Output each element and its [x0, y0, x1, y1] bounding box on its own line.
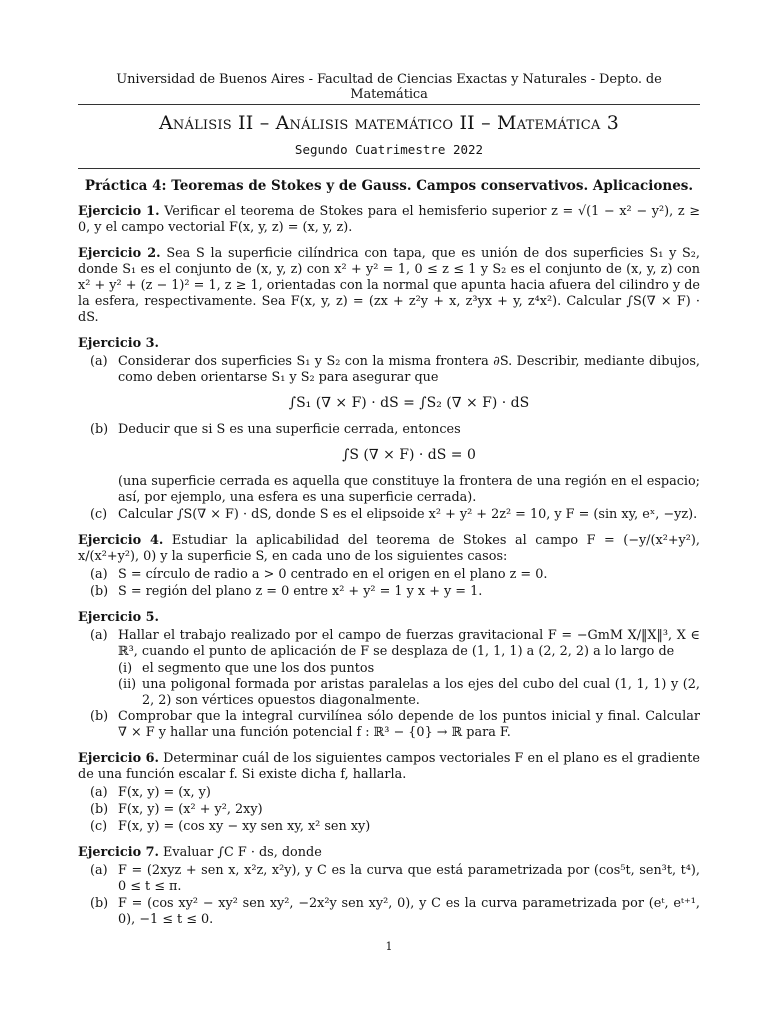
list-item [78, 507, 700, 523]
exercise-title: Ejercicio 7. [78, 845, 159, 860]
exercise-1 [78, 204, 700, 236]
item-label: (b) [90, 896, 109, 911]
sub-item [78, 661, 700, 677]
exercise-title: Ejercicio 4. [78, 533, 164, 548]
list-item [78, 896, 700, 928]
subitem-text: una poligonal formada por aristas paralelas a los ejes del cubo del cual (1, 1, 1) y (2, 2, 2) son vértices opuestos diagonalmente. [142, 677, 700, 708]
exercise-text: Estudiar la aplicabilidad del teorema de Stokes al campo F = (−y/(x²+y²), x/(x²+y²), 0) y la superficie S, en cada uno de los siguientes casos: [78, 533, 700, 564]
subitem-text: el segmento que une los dos puntos [142, 661, 375, 676]
exercise-title: Ejercicio 1. [78, 204, 160, 219]
item-label: (b) [90, 802, 109, 817]
list-item [78, 354, 700, 416]
list-item [78, 802, 700, 818]
item-label: (a) [90, 785, 108, 800]
list-item [78, 863, 700, 895]
item-text: F(x, y) = (x² + y², 2xy) [118, 802, 263, 817]
item-text: F = (cos xy² − xy² sen xy², −2x²y sen xy², 0), y C es la curva parametrizada por (eᵗ, eᵗ⁺¹, 0), −1 ≤ t ≤ 0. [118, 896, 700, 927]
item-label: (c) [90, 819, 108, 834]
subitem-label: (i) [118, 661, 133, 676]
list-item [78, 819, 700, 835]
item-label: (b) [90, 422, 109, 437]
exercise-list [78, 204, 700, 938]
page-number: 1 [385, 940, 393, 953]
list-item [78, 422, 700, 506]
exercise-text: Sea S la superficie cilíndrica con tapa, que es unión de dos superficies S₁ y S₂, donde S₁ es el conjunto de (x, y, z) con x² + y² = 1, 0 ≤ z ≤ 1 y S₂ es el conjunto de (x, y, z) con x² + y² + (z − 1)² = 1, z ≥ 1, orientadas con la normal que apunta hacia afuera del cilindro y de la esfera, respectivamente. Sea F(x, y, z) = (zx + z²y + x, z³yx + y, z⁴x²). Calcular ∫S(∇ × F) · dS. [78, 246, 700, 325]
item-text: F(x, y) = (x, y) [118, 785, 211, 800]
item-label: (b) [90, 584, 109, 599]
sub-item [78, 677, 700, 709]
exercise-title: Ejercicio 2. [78, 246, 161, 261]
exercise-title: Ejercicio 6. [78, 751, 159, 766]
subitem-label: (ii) [118, 677, 137, 692]
item-text: Calcular ∫S(∇ × F) · dS, donde S es el elipsoide x² + y² + 2z² = 10, y F = (sin xy, eˣ, −yz). [118, 507, 698, 522]
exercise-3 [78, 336, 700, 523]
exercise-text: Evaluar ∫C F · ds, donde [163, 845, 322, 860]
exercise-title: Ejercicio 5. [78, 610, 159, 625]
practice-title: Práctica 4: Teoremas de Stokes y de Gauss. Campos conservativos. Aplicaciones. [84, 178, 694, 194]
list-item [78, 567, 700, 583]
exercise-7 [78, 845, 700, 928]
list-item [78, 584, 700, 600]
exercise-4 [78, 533, 700, 600]
item-label: (a) [90, 863, 108, 878]
item-text: S = círculo de radio a > 0 centrado en el origen en el plano z = 0. [118, 567, 548, 582]
item-label: (a) [90, 354, 108, 369]
item-label: (b) [90, 709, 109, 724]
equation: ∫S₁ (∇ × F) · dS = ∫S₂ (∇ × F) · dS [288, 395, 530, 411]
item-note: (una superficie cerrada es aquella que constituye la frontera de una región en el espacio; así, por ejemplo, una esfera es una superficie cerrada). [118, 474, 700, 505]
exercise-title: Ejercicio 3. [78, 336, 159, 351]
exercise-6 [78, 751, 700, 835]
list-item [78, 785, 700, 801]
list-item [78, 709, 700, 741]
item-text: Comprobar que la integral curvilínea sólo depende de los puntos inicial y final. Calcular ∇ × F y hallar una función potencial f : ℝ³ − {0} → ℝ para F. [118, 709, 700, 740]
item-text: S = región del plano z = 0 entre x² + y² = 1 y x + y = 1. [118, 584, 483, 599]
exercise-2 [78, 246, 700, 326]
item-label: (a) [90, 628, 108, 643]
list-item [78, 628, 700, 660]
semester-subtitle: Segundo Cuatrimestre 2022 [294, 142, 484, 157]
top-rule [78, 104, 700, 105]
item-text: Hallar el trabajo realizado por el campo de fuerzas gravitacional F = −GmM X/‖X‖³, X ∈ ℝ³, cuando el punto de aplicación de F se desplaza de (1, 1, 1) a (2, 2, 2) a lo largo de [118, 628, 700, 659]
item-text: Considerar dos superficies S₁ y S₂ con la misma frontera ∂S. Describir, mediante dibujos, como deben orientarse S₁ y S₂ para asegurar que [118, 354, 700, 385]
item-text: F = (2xyz + sen x, x²z, x²y), y C es la curva que está parametrizada por (cos⁵t, sen³t, t⁴), 0 ≤ t ≤ π. [118, 863, 700, 894]
item-label: (c) [90, 507, 108, 522]
institution-header: Universidad de Buenos Aires - Facultad de Ciencias Exactas y Naturales - Depto. de Matemática [116, 72, 662, 102]
exercise-text: Determinar cuál de los siguientes campos vectoriales F en el plano es el gradiente de una función escalar f. Si existe dicha f, hallarla. [78, 751, 700, 782]
item-text: Deducir que si S es una superficie cerrada, entonces [118, 422, 461, 437]
bottom-rule [78, 168, 700, 169]
course-title: Análisis II – Análisis matemático II – Matemática 3 [159, 112, 619, 134]
equation: ∫S (∇ × F) · dS = 0 [342, 447, 476, 463]
item-label: (a) [90, 567, 108, 582]
exercise-5 [78, 610, 700, 741]
item-text: F(x, y) = (cos xy − xy sen xy, x² sen xy) [118, 819, 371, 834]
exercise-text: Verificar el teorema de Stokes para el hemisferio superior z = √(1 − x² − y²), z ≥ 0, y el campo vectorial F(x, y, z) = (x, y, z). [78, 204, 700, 235]
